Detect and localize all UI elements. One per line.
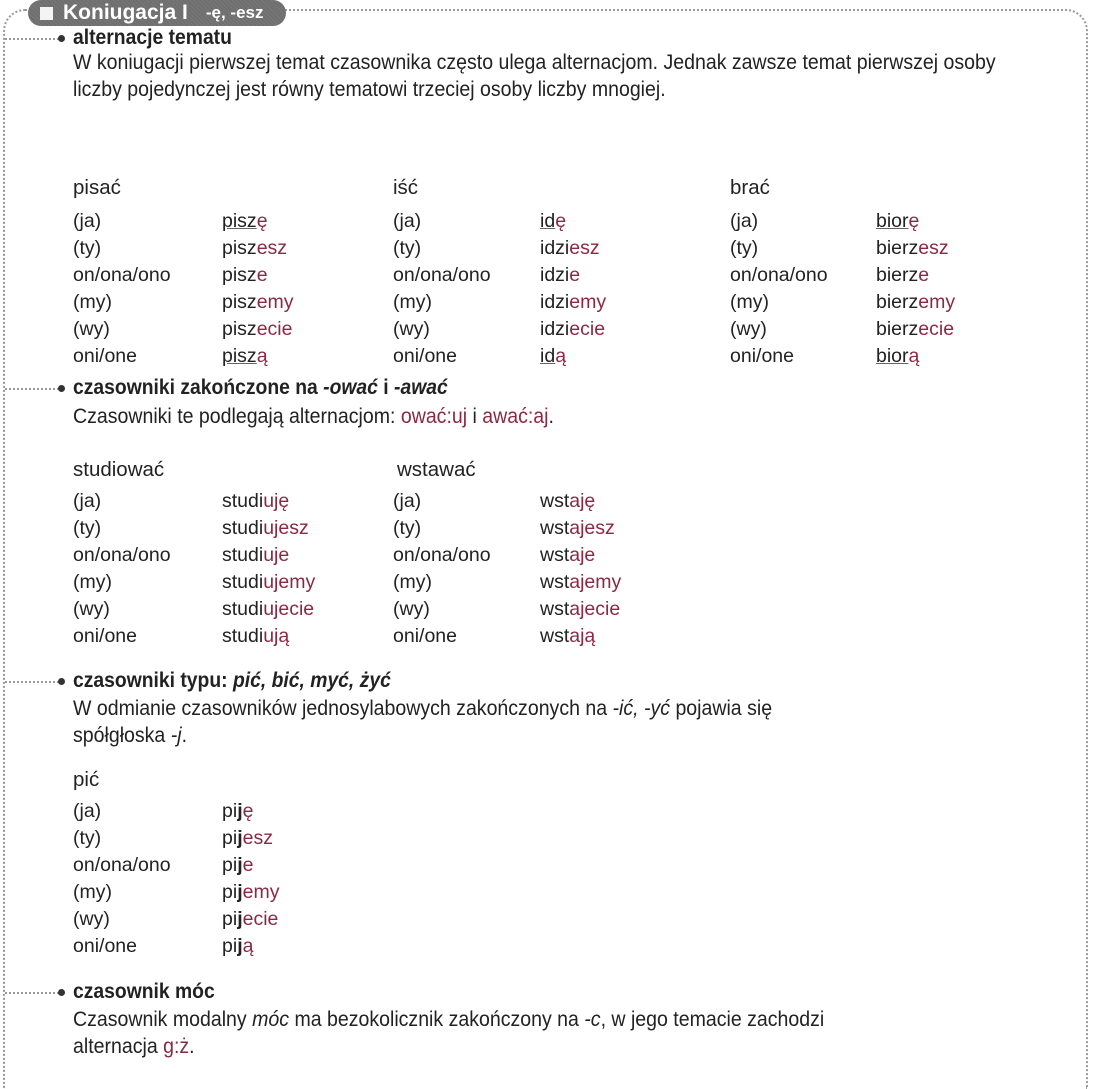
connector bbox=[5, 38, 63, 40]
pronoun: (ty) bbox=[73, 517, 102, 539]
text-italic: -c bbox=[584, 1008, 601, 1031]
verb-form bbox=[222, 827, 273, 850]
text: ma bezokolicznik zakończony na bbox=[289, 1008, 585, 1031]
verb-ending: ujemy bbox=[263, 571, 316, 593]
highlight: awać:aj bbox=[482, 405, 549, 428]
verb-infinitive: brać bbox=[730, 176, 770, 199]
pronoun: on/ona/ono bbox=[73, 544, 171, 566]
verb-ending: esz bbox=[242, 827, 273, 849]
verb-stem: pisz bbox=[222, 237, 257, 259]
verb-form bbox=[876, 345, 919, 368]
header-title: Koniugacja I bbox=[63, 1, 188, 24]
title-italic: -awać bbox=[394, 376, 448, 399]
square-icon bbox=[40, 7, 53, 20]
pronoun: oni/one bbox=[73, 935, 137, 957]
verb-form bbox=[222, 571, 315, 594]
verb-form bbox=[876, 210, 919, 233]
verb-ending: esz bbox=[918, 237, 949, 259]
verb-ending: ę bbox=[242, 800, 254, 822]
verb-form bbox=[222, 935, 253, 958]
pronoun: (ja) bbox=[393, 210, 422, 232]
verb-j-insert: j bbox=[237, 827, 243, 849]
verb-form bbox=[222, 598, 314, 621]
verb-stem: studi bbox=[222, 544, 264, 566]
section-text bbox=[73, 695, 984, 749]
pronoun: oni/one bbox=[73, 625, 137, 647]
verb-ending: e bbox=[918, 264, 930, 286]
verb-infinitive: pić bbox=[73, 768, 100, 791]
verb-form bbox=[222, 517, 309, 540]
verb-form bbox=[540, 571, 621, 594]
verb-form bbox=[540, 264, 580, 287]
title-italic: pić, bić, myć, żyć bbox=[232, 669, 391, 692]
pronoun: on/ona/ono bbox=[730, 264, 828, 286]
verb-stem: pi bbox=[222, 854, 238, 876]
verb-stem: pi bbox=[222, 908, 238, 930]
title-text: czasowniki typu: bbox=[73, 669, 233, 692]
text: , w jego temacie zachodzi bbox=[600, 1008, 825, 1031]
verb-form bbox=[540, 345, 566, 368]
verb-stem: bierz bbox=[876, 264, 919, 286]
pronoun: (ja) bbox=[73, 210, 102, 232]
verb-ending: uję bbox=[263, 490, 290, 512]
verb-stem: studi bbox=[222, 490, 264, 512]
text-italic: -j bbox=[170, 724, 182, 747]
verb-form bbox=[540, 291, 606, 314]
verb-ending: ają bbox=[569, 625, 596, 647]
pronoun: (ja) bbox=[393, 490, 422, 512]
verb-j-insert: j bbox=[237, 881, 243, 903]
pronoun: oni/one bbox=[73, 345, 137, 367]
verb-ending: ecie bbox=[256, 318, 293, 340]
verb-ending: emy bbox=[242, 881, 280, 903]
verb-stem: wst bbox=[540, 517, 570, 539]
verb-ending: ę bbox=[256, 210, 268, 232]
header-subtitle: -ę, -esz bbox=[205, 3, 264, 22]
verb-stem: idzi bbox=[540, 264, 570, 286]
section-text bbox=[73, 1006, 1012, 1060]
verb-ending: uje bbox=[263, 544, 290, 566]
verb-j-insert: j bbox=[237, 908, 243, 930]
pronoun: on/ona/ono bbox=[73, 264, 171, 286]
pronoun: (ja) bbox=[73, 490, 102, 512]
verb-form bbox=[222, 318, 292, 341]
pronoun: (my) bbox=[73, 291, 112, 313]
verb-form bbox=[876, 291, 955, 314]
pronoun: on/ona/ono bbox=[73, 854, 171, 876]
pronoun: (ty) bbox=[73, 237, 102, 259]
pronoun: (my) bbox=[730, 291, 769, 313]
verb-ending: ujesz bbox=[263, 517, 309, 539]
pronoun: oni/one bbox=[730, 345, 794, 367]
pronoun: (my) bbox=[73, 881, 112, 903]
verb-form bbox=[222, 210, 268, 233]
verb-form bbox=[222, 881, 279, 904]
verb-stem: pisz bbox=[222, 264, 257, 286]
verb-stem: wst bbox=[540, 625, 570, 647]
text: pojawia się bbox=[670, 697, 773, 720]
bullet-icon bbox=[58, 678, 65, 685]
verb-form bbox=[222, 264, 268, 287]
verb-stem: pisz bbox=[222, 291, 257, 313]
bullet-icon bbox=[58, 385, 65, 392]
pronoun: (wy) bbox=[73, 318, 110, 340]
verb-stem: id bbox=[540, 345, 556, 367]
verb-j-insert: j bbox=[237, 935, 243, 957]
verb-form bbox=[876, 318, 954, 341]
verb-stem: wst bbox=[540, 544, 570, 566]
pronoun: (my) bbox=[393, 571, 432, 593]
pronoun: (wy) bbox=[73, 598, 110, 620]
verb-ending: aję bbox=[569, 490, 596, 512]
pronoun: (wy) bbox=[393, 598, 430, 620]
text-italic: -ić, -yć bbox=[612, 697, 671, 720]
text: . bbox=[181, 724, 187, 747]
verb-ending: ę bbox=[908, 210, 920, 232]
verb-form bbox=[222, 291, 294, 314]
verb-form bbox=[222, 854, 253, 877]
verb-ending: ecie bbox=[918, 318, 955, 340]
verb-stem: bierz bbox=[876, 291, 919, 313]
pronoun: (wy) bbox=[393, 318, 430, 340]
pronoun: (ty) bbox=[730, 237, 759, 259]
verb-form bbox=[222, 490, 289, 513]
verb-ending: ecie bbox=[242, 908, 279, 930]
pronoun: oni/one bbox=[393, 625, 457, 647]
verb-ending: ajesz bbox=[569, 517, 615, 539]
verb-infinitive: wstawać bbox=[397, 458, 476, 481]
verb-ending: ujecie bbox=[263, 598, 315, 620]
connector bbox=[5, 992, 63, 994]
verb-ending: esz bbox=[569, 237, 600, 259]
verb-j-insert: j bbox=[237, 800, 243, 822]
verb-form bbox=[540, 210, 566, 233]
verb-ending: aje bbox=[569, 544, 596, 566]
text: . bbox=[189, 1035, 195, 1058]
verb-form bbox=[540, 517, 615, 540]
connector bbox=[5, 681, 63, 683]
title-text: czasowniki zakończone na bbox=[73, 376, 324, 399]
verb-ending: ę bbox=[555, 210, 567, 232]
verb-stem: wst bbox=[540, 598, 570, 620]
pronoun: (ty) bbox=[73, 827, 102, 849]
pronoun: (ja) bbox=[73, 800, 102, 822]
pronoun: oni/one bbox=[393, 345, 457, 367]
title-italic: -ować bbox=[323, 376, 378, 399]
pronoun: on/ona/ono bbox=[393, 264, 491, 286]
text: spółgłoska bbox=[73, 724, 171, 747]
verb-form bbox=[540, 318, 605, 341]
text-italic: móc bbox=[252, 1008, 290, 1031]
connector bbox=[5, 388, 63, 390]
verb-stem: pi bbox=[222, 800, 238, 822]
pronoun: (ja) bbox=[730, 210, 759, 232]
verb-ending: ą bbox=[256, 345, 268, 367]
section-text bbox=[73, 403, 984, 430]
verb-ending: emy bbox=[569, 291, 607, 313]
pronoun: (wy) bbox=[730, 318, 767, 340]
verb-stem: pisz bbox=[222, 210, 257, 232]
verb-form bbox=[222, 800, 253, 823]
verb-ending: ą bbox=[908, 345, 920, 367]
verb-stem: pi bbox=[222, 881, 238, 903]
section-title bbox=[73, 669, 391, 693]
verb-stem: studi bbox=[222, 598, 264, 620]
text: . bbox=[548, 405, 554, 428]
verb-stem: idzi bbox=[540, 318, 570, 340]
bullet-icon bbox=[58, 989, 65, 996]
verb-ending: ą bbox=[242, 935, 254, 957]
verb-ending: e bbox=[569, 264, 581, 286]
highlight: ować:uj bbox=[400, 405, 468, 428]
verb-form bbox=[222, 908, 278, 931]
verb-infinitive: pisać bbox=[73, 176, 121, 199]
verb-j-insert: j bbox=[237, 854, 243, 876]
pronoun: (my) bbox=[73, 571, 112, 593]
verb-ending: ują bbox=[263, 625, 290, 647]
section-title: czasownik móc bbox=[73, 980, 215, 1003]
verb-stem: bior bbox=[876, 210, 909, 232]
verb-stem: id bbox=[540, 210, 556, 232]
verb-stem: studi bbox=[222, 571, 264, 593]
verb-stem: wst bbox=[540, 571, 570, 593]
verb-stem: wst bbox=[540, 490, 570, 512]
section-title: alternacje tematu bbox=[73, 26, 232, 49]
pronoun: on/ona/ono bbox=[393, 544, 491, 566]
verb-stem: pi bbox=[222, 827, 238, 849]
verb-stem: idzi bbox=[540, 237, 570, 259]
verb-stem: pisz bbox=[222, 345, 257, 367]
verb-form bbox=[540, 544, 595, 567]
verb-stem: idzi bbox=[540, 291, 570, 313]
verb-infinitive: studiować bbox=[73, 458, 165, 481]
pronoun: (ty) bbox=[393, 517, 422, 539]
verb-ending: ą bbox=[555, 345, 567, 367]
section-text: W koniugacji pierwszej temat czasownika często ulega alternacjom. Jednak zawsze temat pierwszej osoby liczby pojedynczej jest równy tematowi trzeciej osoby liczby mnogiej. bbox=[73, 51, 996, 101]
verb-stem: pi bbox=[222, 935, 238, 957]
verb-form bbox=[222, 237, 287, 260]
verb-ending: e bbox=[256, 264, 268, 286]
verb-ending: emy bbox=[256, 291, 294, 313]
verb-form bbox=[222, 345, 268, 368]
verb-form bbox=[876, 264, 929, 287]
verb-stem: studi bbox=[222, 625, 264, 647]
verb-form bbox=[222, 625, 289, 648]
title-text: i bbox=[377, 376, 395, 399]
verb-form bbox=[876, 237, 949, 260]
verb-ending: ajecie bbox=[569, 598, 621, 620]
verb-form bbox=[540, 237, 600, 260]
verb-form bbox=[540, 490, 595, 513]
verb-form bbox=[540, 625, 595, 648]
text: Czasownik modalny bbox=[73, 1008, 253, 1031]
section-header bbox=[28, 0, 286, 26]
verb-ending: emy bbox=[918, 291, 956, 313]
pronoun: (ty) bbox=[393, 237, 422, 259]
verb-ending: esz bbox=[256, 237, 288, 259]
verb-stem: bior bbox=[876, 345, 909, 367]
verb-ending: ajemy bbox=[569, 571, 622, 593]
verb-infinitive: iść bbox=[393, 176, 419, 199]
text: alternacja bbox=[73, 1035, 164, 1058]
verb-form bbox=[540, 598, 620, 621]
text: W odmianie czasowników jednosylabowych zakończonych na bbox=[73, 697, 613, 720]
verb-stem: bierz bbox=[876, 318, 919, 340]
verb-form bbox=[222, 544, 289, 567]
section-title bbox=[73, 376, 448, 400]
verb-ending: ecie bbox=[569, 318, 606, 340]
verb-ending: e bbox=[242, 854, 254, 876]
pronoun: (wy) bbox=[73, 908, 110, 930]
verb-stem: pisz bbox=[222, 318, 257, 340]
text: Czasowniki te podlegają alternacjom: bbox=[73, 405, 401, 428]
pronoun: (my) bbox=[393, 291, 432, 313]
text: i bbox=[467, 405, 483, 428]
verb-stem: bierz bbox=[876, 237, 919, 259]
verb-stem: studi bbox=[222, 517, 264, 539]
bullet-icon bbox=[58, 35, 65, 42]
highlight: g:ż bbox=[163, 1035, 190, 1058]
